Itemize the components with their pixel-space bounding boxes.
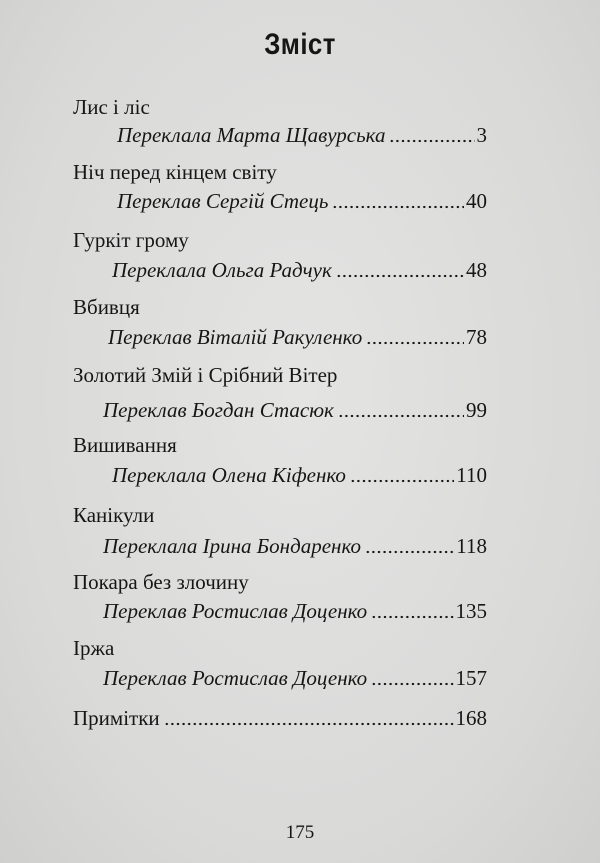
page-number: 175 [285,822,315,843]
translator-name: Переклала Марта Щавурська [117,123,386,147]
story-title: Гуркіт грому [73,228,189,252]
translator-line [112,463,487,488]
page-ref: 3 [476,123,487,147]
leader-dots [365,550,454,554]
leader-dots [389,139,474,143]
story-title: Вишивання [73,433,177,457]
page-ref: 168 [455,706,487,730]
notes-line [73,706,487,731]
translator-line [108,325,487,350]
leader-dots [164,722,454,726]
leader-dots [371,615,453,619]
translator-line [103,666,487,691]
story-title: Вбивця [73,295,140,319]
page-ref: 118 [456,534,487,558]
story-title: Канікули [73,503,155,527]
leader-dots [336,274,464,278]
page-ref: 48 [466,258,487,282]
page-ref: 157 [455,666,487,690]
page-ref: 99 [466,398,487,422]
page-ref: 135 [455,599,487,623]
translator-name: Переклав Богдан Стасюк [103,398,334,422]
translator-name: Переклала Ольга Радчук [112,258,332,282]
story-title: Лис і ліс [73,95,150,119]
translator-name: Переклав Ростислав Доценко [103,666,368,690]
translator-name: Переклав Віталій Ракуленко [108,325,363,349]
translator-name: Переклав Сергій Стець [117,189,329,213]
page-ref: 110 [456,463,487,487]
translator-line [103,534,487,559]
page-ref: 78 [466,325,487,349]
page-title: Зміст [264,28,336,61]
translator-line [103,599,487,624]
translator-name: Переклала Олена Кіфенко [112,463,346,487]
story-title: Ніч перед кінцем світу [73,160,277,184]
notes-label: Примітки [73,706,160,730]
story-title: Покара без злочину [73,570,249,594]
page-ref: 40 [466,189,487,213]
story-title: Іржа [73,636,115,660]
leader-dots [350,479,454,483]
translator-line [103,398,487,423]
leader-dots [338,414,464,418]
leader-dots [371,682,453,686]
translator-name: Переклала Ірина Бондаренко [103,534,361,558]
translator-line [117,189,487,214]
leader-dots [366,341,464,345]
story-title: Золотий Змій і Срібний Вітер [73,363,338,387]
leader-dots [332,205,464,209]
translator-line [117,123,487,148]
translator-line [112,258,487,283]
translator-name: Переклав Ростислав Доценко [103,599,368,623]
